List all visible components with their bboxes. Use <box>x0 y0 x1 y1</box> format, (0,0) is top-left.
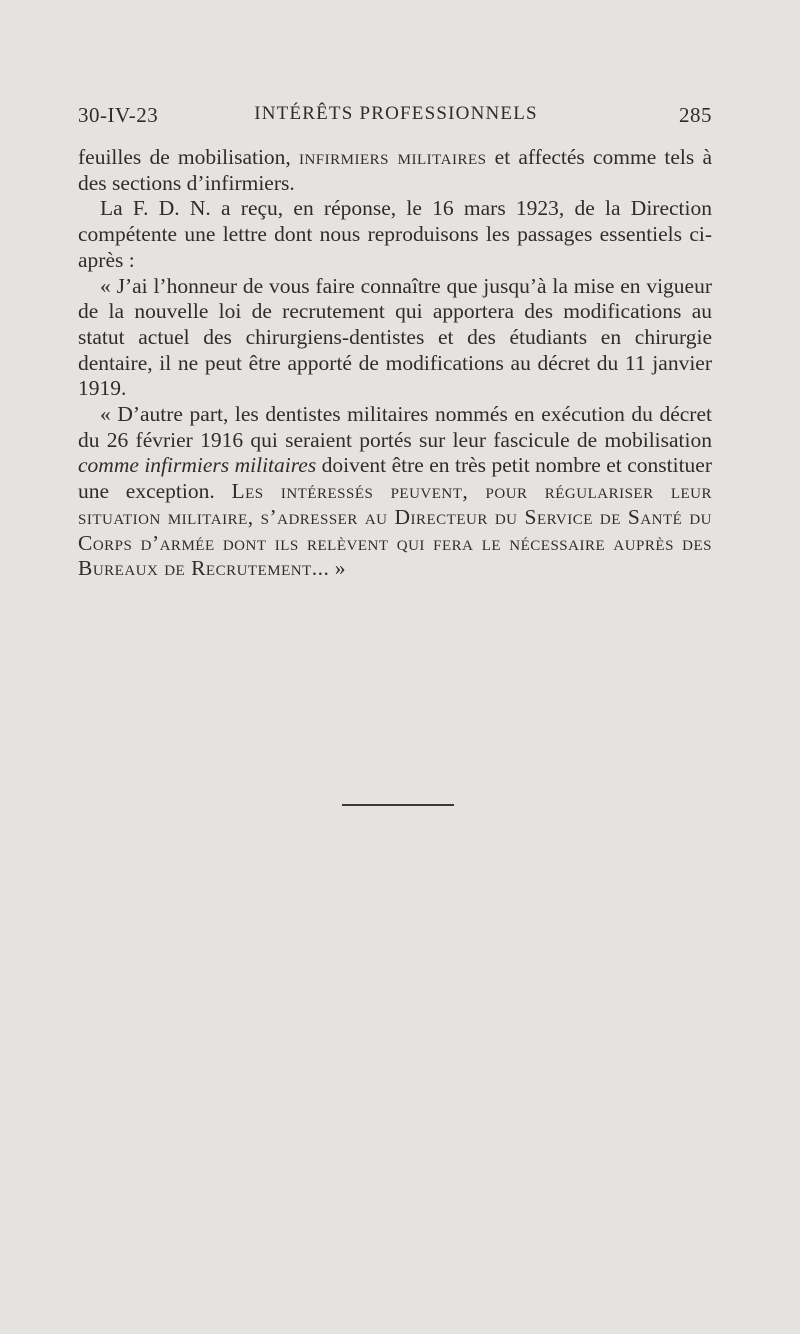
paragraph-4-end: » <box>329 556 346 581</box>
paragraph-4-italic: comme infirmiers militaires <box>78 453 317 478</box>
paragraph-1-end: et affectés comme tels à des sections d’infirmiers. <box>78 145 712 195</box>
page-number: 285 <box>679 103 712 127</box>
paragraph-1-smallcaps: infirmiers militaires <box>298 145 487 169</box>
header-date: 30-IV-23 <box>78 103 159 127</box>
end-rule <box>342 804 454 806</box>
header-section-title: INTÉRÊTS PROFESSIONNELS <box>254 103 538 124</box>
running-header <box>78 103 714 133</box>
paragraph-4-start: « D’autre part, les dentistes militaires nommés en exécution du décret du 26 février 1916 qui seraient portés sur leur fascicule de mobilisation <box>78 402 712 452</box>
paragraph-1-start: feuilles de mobilisation, <box>78 145 299 169</box>
paragraph-4-smallcaps: Les intéressés peuvent, pour régulariser leur situation militaire, s’adresser au Directeur du Service de Santé du Corps d’armée dont ils relèvent qui fera le nécessaire auprès des Bureaux de Recrutement... <box>78 479 712 581</box>
paragraph-1 <box>78 145 712 196</box>
paragraph-4-middle: doivent être en très petit nombre et constituer une exception. <box>78 453 712 504</box>
paragraph-4 <box>78 402 712 582</box>
body-text <box>78 145 712 582</box>
paragraph-3: « J’ai l’honneur de vous faire connaître que jusqu’à la mise en vigueur de la nouvelle loi de recrutement qui apportera des modifications au statut actuel des chirurgiens-dentistes et des étudiants en chirurgie dentaire, il ne peut être apporté de modifications au décret du 11 janvier 1919. <box>78 273 712 401</box>
paragraph-2: La F. D. N. a reçu, en réponse, le 16 mars 1923, de la Direction compétente une lettre dont nous reproduisons les passages essentiels ci-après : <box>78 196 712 272</box>
